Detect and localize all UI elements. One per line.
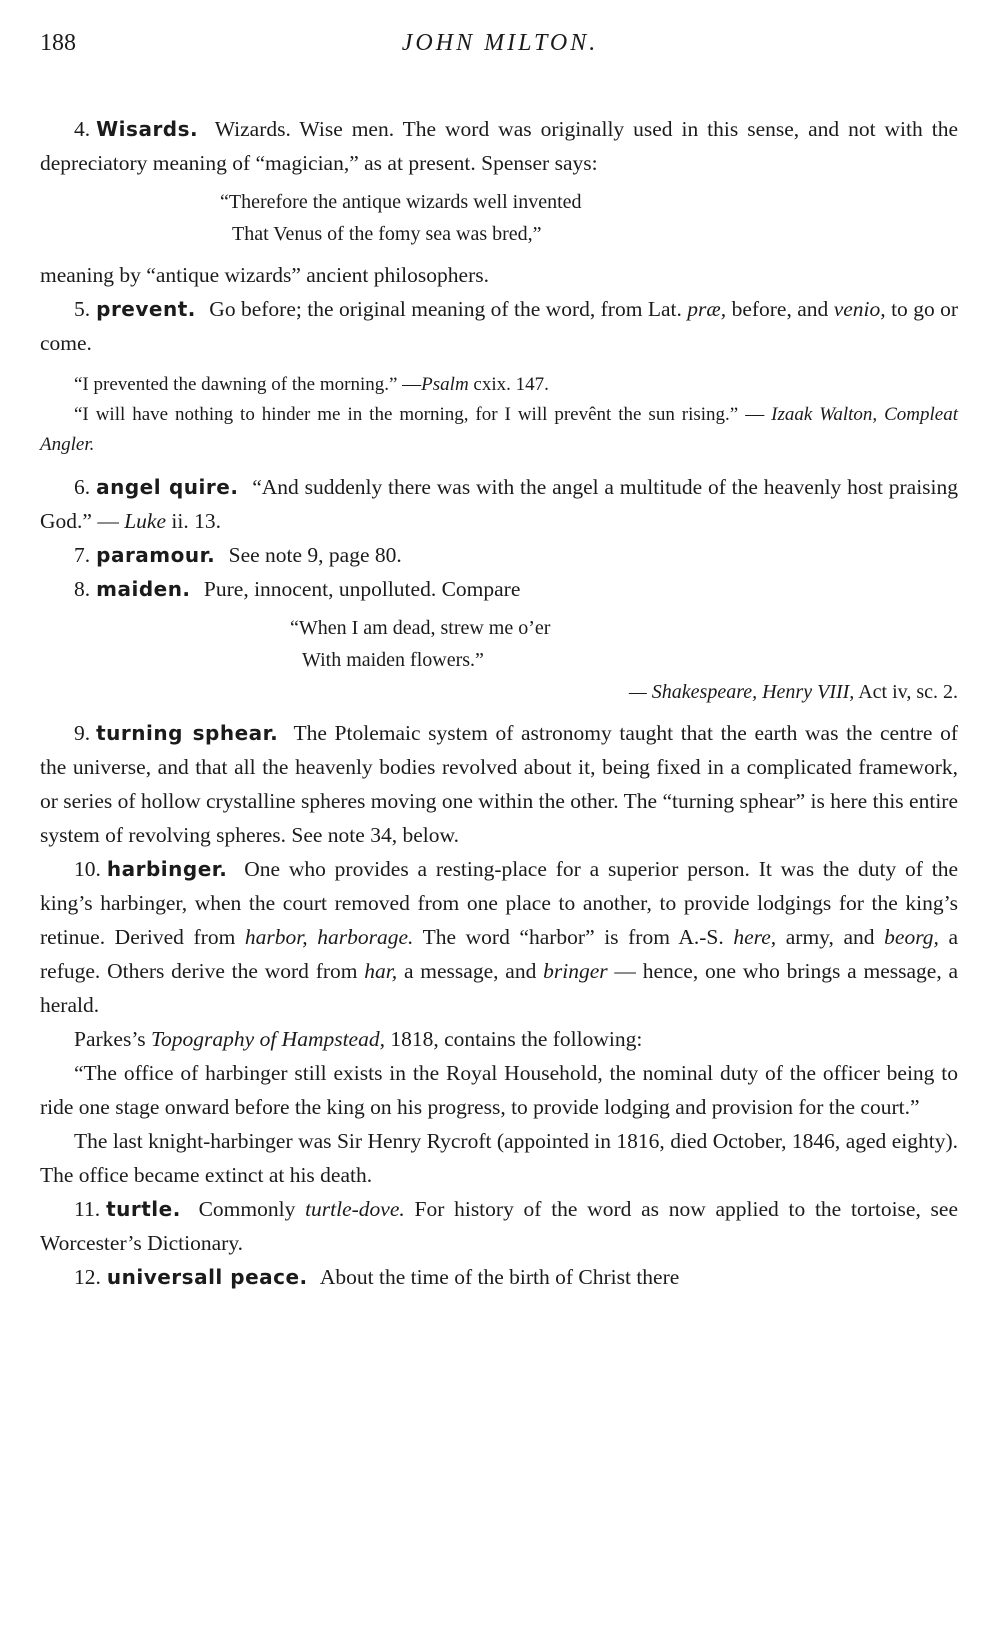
verse-quote bbox=[40, 186, 958, 250]
page-header bbox=[40, 30, 960, 70]
running-head: JOHN MILTON. bbox=[401, 30, 599, 56]
note-9 bbox=[40, 716, 958, 852]
note-text: The Ptolemaic system of astronomy taught that the earth was the centre of the universe, and that all the heavenly bodies revolved about it, being fixed in a complicated framework, or series of hollow crystalline spheres moving one within the other. The “turning sphear” is here this entire system of revolving spheres. See note 34, below. bbox=[40, 721, 958, 847]
note-term: angel quire. bbox=[96, 475, 239, 499]
quotation-source: Izaak Walton, Compleat Angler. bbox=[40, 404, 959, 455]
note-term: harbinger. bbox=[106, 857, 228, 881]
verse-citation bbox=[40, 676, 958, 708]
note-text: — hence, one who brings a message, a herald. bbox=[40, 959, 959, 1017]
latin-word: venio, bbox=[833, 297, 886, 321]
note-11 bbox=[40, 1192, 958, 1260]
note-text: to go or come. bbox=[40, 297, 959, 355]
note-10 bbox=[40, 852, 958, 1022]
note-text: About the time of the birth of Christ there bbox=[319, 1265, 680, 1289]
quotation-text: “I prevented the dawning of the morning.” — bbox=[74, 374, 422, 395]
page-number: 188 bbox=[40, 30, 76, 56]
note-term: maiden. bbox=[96, 577, 191, 601]
etymology-word: turtle-dove. bbox=[305, 1197, 405, 1221]
note-4 bbox=[40, 112, 958, 180]
note-number: 10. bbox=[74, 857, 101, 881]
quotation bbox=[40, 370, 958, 400]
note-term: universall peace. bbox=[106, 1265, 308, 1289]
note-text: “And suddenly there was with the angel a multitude of the heavenly host praising God.” — bbox=[40, 475, 959, 533]
note-number: 6. bbox=[74, 475, 91, 499]
note-text: For history of the word as now applied to the tortoise, see Worcester’s Dictionary. bbox=[40, 1197, 959, 1255]
note-text: Commonly bbox=[198, 1197, 296, 1221]
etymology-word: here, bbox=[733, 925, 777, 949]
note-text: army, and bbox=[785, 925, 875, 949]
note-term: prevent. bbox=[96, 297, 196, 321]
latin-word: præ, bbox=[687, 297, 727, 321]
note-number: 8. bbox=[74, 577, 91, 601]
verse-quote bbox=[40, 612, 958, 708]
note-10-quotation: “The office of harbinger still exists in the Royal Household, the nominal duty of the officer being to ride one stage onward before the king on his progress, to provide lodging and provision for the court.” bbox=[40, 1061, 958, 1119]
note-term: turning sphear. bbox=[96, 721, 279, 745]
note-12 bbox=[40, 1260, 958, 1294]
note-7 bbox=[40, 538, 958, 572]
note-5 bbox=[40, 292, 958, 360]
quotation-source: Psalm bbox=[421, 374, 469, 395]
note-term: paramour. bbox=[96, 543, 216, 567]
note-text: a refuge. Others derive the word from bbox=[40, 925, 959, 983]
citation-author: — Shakespeare, Henry VIII, bbox=[629, 681, 855, 703]
etymology-word: beorg, bbox=[884, 925, 939, 949]
note-text: a message, and bbox=[403, 959, 537, 983]
quotation-ref: cxix. 147. bbox=[473, 374, 549, 395]
notes-body bbox=[40, 112, 958, 1294]
quotation-text: “I will have nothing to hinder me in the morning, for I will prevênt the sun rising.” — bbox=[74, 404, 765, 425]
verse-line: With maiden flowers.” bbox=[302, 649, 484, 671]
note-4-continuation: meaning by “antique wizards” ancient philosophers. bbox=[40, 263, 489, 287]
note-text: 1818, contains the following: bbox=[390, 1027, 643, 1051]
note-number: 5. bbox=[74, 297, 91, 321]
note-number: 9. bbox=[74, 721, 91, 745]
etymology-word: har, bbox=[364, 959, 398, 983]
note-6 bbox=[40, 470, 958, 538]
quotation-ref: ii. 13. bbox=[171, 509, 221, 533]
note-term: turtle. bbox=[106, 1197, 181, 1221]
citation-ref: Act iv, sc. 2. bbox=[858, 681, 958, 703]
note-number: 4. bbox=[74, 117, 91, 141]
note-text: The word “harbor” is from A.-S. bbox=[422, 925, 724, 949]
verse-line: That Venus of the fomy sea was bred,” bbox=[232, 223, 542, 245]
note-text: before, and bbox=[731, 297, 829, 321]
note-10-paragraph bbox=[40, 1022, 958, 1056]
verse-line: “Therefore the antique wizards well invented bbox=[220, 191, 582, 213]
note-number: 7. bbox=[74, 543, 91, 567]
note-8 bbox=[40, 572, 958, 606]
etymology-word: bringer bbox=[543, 959, 608, 983]
quotation-block bbox=[40, 370, 958, 460]
note-10-paragraph: The last knight-harbinger was Sir Henry Rycroft (appointed in 1816, died October, 1846, aged eighty). The office became extinct at his death. bbox=[40, 1129, 958, 1187]
note-text: Parkes’s bbox=[74, 1027, 146, 1051]
note-text: Pure, innocent, unpolluted. Compare bbox=[203, 577, 521, 601]
quotation bbox=[40, 400, 958, 460]
note-number: 12. bbox=[74, 1265, 101, 1289]
etymology-word: harbor, harborage. bbox=[244, 925, 414, 949]
note-number: 11. bbox=[74, 1197, 101, 1221]
note-text: Wizards. Wise men. The word was originally used in this sense, and not with the depreciatory meaning of “magician,” as at present. Spenser says: bbox=[40, 117, 958, 175]
note-term: Wisards. bbox=[96, 117, 199, 141]
note-text: Go before; the original meaning of the word, from Lat. bbox=[209, 297, 682, 321]
note-text: One who provides a resting-place for a superior person. It was the duty of the king’s harbinger, when the court removed from one place to another, to provide lodgings for the king’s retinue. Derived from bbox=[40, 857, 959, 949]
book-title: Topography of Hampstead, bbox=[151, 1027, 385, 1051]
verse-line: “When I am dead, strew me o’er bbox=[290, 617, 551, 639]
quotation-source: Luke bbox=[124, 509, 166, 533]
note-text: See note 9, page 80. bbox=[228, 543, 402, 567]
